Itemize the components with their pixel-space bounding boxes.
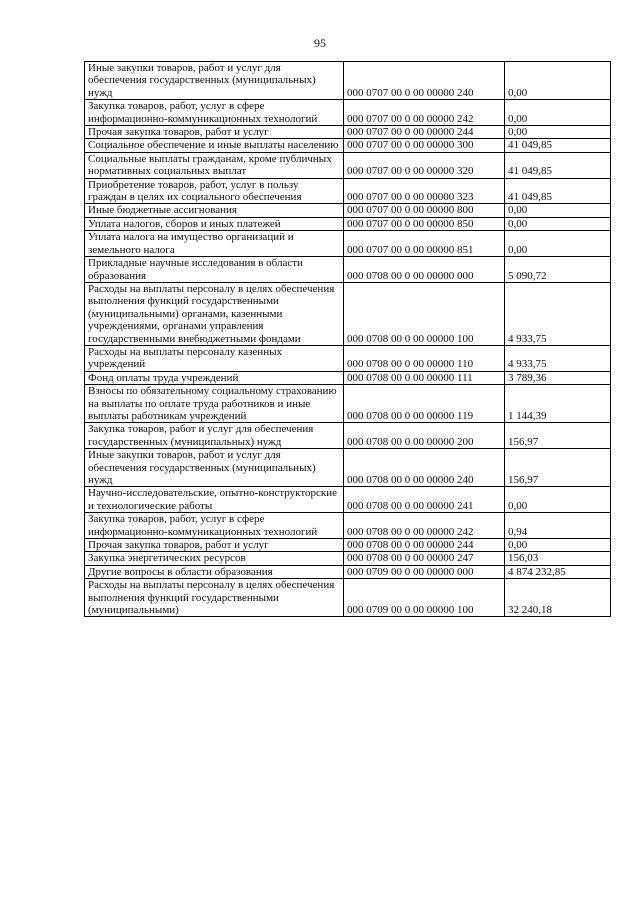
budget-code-cell: 000 0707 00 0 00 00000 320 xyxy=(344,152,505,178)
expense-name-cell: Закупка товаров, работ и услуг для обеспечения государственных (муниципальных) нужд xyxy=(85,423,344,449)
amount-cell: 0,00 xyxy=(505,487,611,513)
budget-code-cell: 000 0708 00 0 00 00000 242 xyxy=(344,513,505,539)
budget-code-cell: 000 0707 00 0 00 00000 244 xyxy=(344,126,505,139)
amount-cell: 3 789,36 xyxy=(505,371,611,384)
table-row xyxy=(85,152,611,178)
table-row xyxy=(85,178,611,204)
expense-name-cell: Взносы по обязательному социальному страхованию на выплаты по оплате труда работников и иные выплаты работникам учреждений xyxy=(85,385,344,423)
budget-code-cell: 000 0707 00 0 00 00000 300 xyxy=(344,139,505,152)
table-row xyxy=(85,282,611,345)
table-row xyxy=(85,565,611,578)
budget-code-cell: 000 0708 00 0 00 00000 247 xyxy=(344,552,505,565)
expense-name-cell: Иные закупки товаров, работ и услуг для обеспечения государственных (муниципальных) нужд xyxy=(85,449,344,487)
expense-name-cell: Расходы на выплаты персоналу казенных учреждений xyxy=(85,345,344,371)
expense-name-cell: Иные бюджетные ассигнования xyxy=(85,204,344,217)
budget-code-cell: 000 0708 00 0 00 00000 244 xyxy=(344,539,505,552)
expense-name-cell: Научно-исследовательские, опытно-конструкторские и технологические работы xyxy=(85,487,344,513)
budget-code-cell: 000 0708 00 0 00 00000 240 xyxy=(344,449,505,487)
amount-cell: 0,00 xyxy=(505,204,611,217)
budget-code-cell: 000 0709 00 0 00 00000 000 xyxy=(344,565,505,578)
expense-name-cell: Закупка товаров, работ, услуг в сфере информационно-коммуникационных технологий xyxy=(85,513,344,539)
amount-cell: 156,97 xyxy=(505,423,611,449)
expense-name-cell: Расходы на выплаты персоналу в целях обеспечения выполнения функций государственными (муниципальными) xyxy=(85,579,344,617)
expense-name-cell: Закупка товаров, работ, услуг в сфере информационно-коммуникационных технологий xyxy=(85,100,344,126)
expense-name-cell: Расходы на выплаты персоналу в целях обеспечения выполнения функций государственными (муниципальными) органами, казенными учреждениями, органами управления государственными внебюджетными фондами xyxy=(85,282,344,345)
expense-name-cell: Прочая закупка товаров, работ и услуг xyxy=(85,126,344,139)
table-row xyxy=(85,100,611,126)
table-row xyxy=(85,579,611,617)
budget-code-cell: 000 0707 00 0 00 00000 800 xyxy=(344,204,505,217)
table-row xyxy=(85,345,611,371)
expense-name-cell: Фонд оплаты труда учреждений xyxy=(85,371,344,384)
budget-code-cell: 000 0707 00 0 00 00000 850 xyxy=(344,217,505,230)
budget-code-cell: 000 0708 00 0 00 00000 241 xyxy=(344,487,505,513)
expense-name-cell: Иные закупки товаров, работ и услуг для обеспечения государственных (муниципальных) нужд xyxy=(85,62,344,100)
budget-code-cell: 000 0707 00 0 00 00000 851 xyxy=(344,231,505,257)
table-row xyxy=(85,126,611,139)
budget-code-cell: 000 0708 00 0 00 00000 111 xyxy=(344,371,505,384)
amount-cell: 41 049,85 xyxy=(505,152,611,178)
budget-code-cell: 000 0708 00 0 00 00000 000 xyxy=(344,257,505,283)
table-row xyxy=(85,487,611,513)
amount-cell: 0,00 xyxy=(505,100,611,126)
page-number: 95 xyxy=(314,36,326,50)
budget-code-cell: 000 0709 00 0 00 00000 100 xyxy=(344,579,505,617)
amount-cell: 41 049,85 xyxy=(505,139,611,152)
amount-cell: 156,03 xyxy=(505,552,611,565)
table-row xyxy=(85,449,611,487)
table-row xyxy=(85,423,611,449)
amount-cell: 41 049,85 xyxy=(505,178,611,204)
amount-cell: 4 933,75 xyxy=(505,345,611,371)
table-row xyxy=(85,139,611,152)
amount-cell: 4 874 232,85 xyxy=(505,565,611,578)
expense-name-cell: Прикладные научные исследования в области образования xyxy=(85,257,344,283)
expense-name-cell: Закупка энергетических ресурсов xyxy=(85,552,344,565)
expense-name-cell: Прочая закупка товаров, работ и услуг xyxy=(85,539,344,552)
amount-cell: 156,97 xyxy=(505,449,611,487)
amount-cell: 4 933,75 xyxy=(505,282,611,345)
amount-cell: 32 240,18 xyxy=(505,579,611,617)
amount-cell: 0,00 xyxy=(505,217,611,230)
amount-cell: 0,94 xyxy=(505,513,611,539)
table-row xyxy=(85,62,611,100)
amount-cell: 0,00 xyxy=(505,231,611,257)
table-row xyxy=(85,385,611,423)
expense-name-cell: Социальные выплаты гражданам, кроме публичных нормативных социальных выплат xyxy=(85,152,344,178)
table-row xyxy=(85,257,611,283)
expense-name-cell: Уплата налогов, сборов и иных платежей xyxy=(85,217,344,230)
table-row xyxy=(85,371,611,384)
table-row xyxy=(85,204,611,217)
budget-code-cell: 000 0707 00 0 00 00000 242 xyxy=(344,100,505,126)
table-row xyxy=(85,217,611,230)
budget-code-cell: 000 0708 00 0 00 00000 200 xyxy=(344,423,505,449)
table-row xyxy=(85,513,611,539)
expense-name-cell: Социальное обеспечение и иные выплаты населению xyxy=(85,139,344,152)
budget-code-cell: 000 0708 00 0 00 00000 110 xyxy=(344,345,505,371)
budget-code-cell: 000 0708 00 0 00 00000 119 xyxy=(344,385,505,423)
amount-cell: 0,00 xyxy=(505,62,611,100)
budget-table xyxy=(84,61,611,617)
expense-name-cell: Уплата налога на имущество организаций и земельного налога xyxy=(85,231,344,257)
expense-name-cell: Другие вопросы в области образования xyxy=(85,565,344,578)
expense-name-cell: Приобретение товаров, работ, услуг в пользу граждан в целях их социального обеспечения xyxy=(85,178,344,204)
budget-code-cell: 000 0707 00 0 00 00000 323 xyxy=(344,178,505,204)
amount-cell: 1 144,39 xyxy=(505,385,611,423)
budget-code-cell: 000 0707 00 0 00 00000 240 xyxy=(344,62,505,100)
amount-cell: 0,00 xyxy=(505,539,611,552)
budget-code-cell: 000 0708 00 0 00 00000 100 xyxy=(344,282,505,345)
table-row xyxy=(85,539,611,552)
amount-cell: 0,00 xyxy=(505,126,611,139)
budget-table-body xyxy=(85,62,611,617)
table-row xyxy=(85,231,611,257)
amount-cell: 5 090,72 xyxy=(505,257,611,283)
table-row xyxy=(85,552,611,565)
